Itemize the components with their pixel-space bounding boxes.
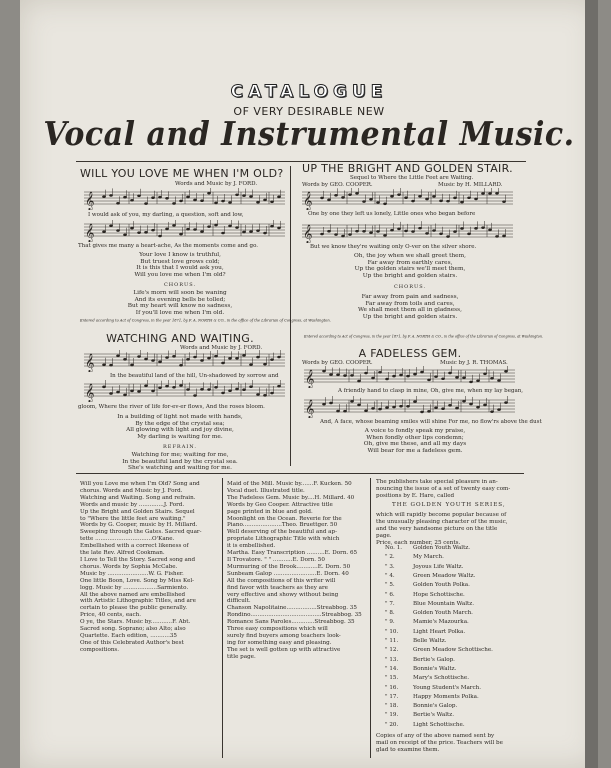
music-staff — [302, 396, 517, 418]
list-item-title: Light Heart Polka. — [413, 628, 466, 635]
catalogue-entry-line: Price, 40 cents, each. — [80, 612, 142, 619]
catalogue-entry-line: The Fadeless Gem. Music by....H. Millard. 40 — [227, 494, 355, 501]
catalogue-entry-line: Sunbeam Galop ........................E. Dorn. 40 — [227, 570, 349, 577]
catalogue-entry-line: Vocal duet. Illustrated title. — [227, 487, 305, 494]
list-item-number: " 20. — [385, 721, 399, 728]
chorus-line: Up the bright and golden stairs. — [362, 313, 458, 320]
chorus-line: But my heart will know no sadness, — [127, 303, 233, 310]
list-item-number: " 11. — [385, 638, 399, 644]
chorus-line: And its evening bells be tolled; — [134, 296, 226, 303]
svg-text:𝄞: 𝄞 — [85, 383, 95, 402]
catalogue-entry-line: surely find buyers among teachers look- — [227, 632, 341, 639]
svg-text:𝄞: 𝄞 — [85, 353, 95, 372]
catalogue-entry-line: Three easy compositions which will — [227, 626, 328, 633]
catalogue-entry-line: propriate Lithographic Title with which — [227, 536, 340, 543]
desc-line: page. — [376, 532, 392, 539]
verse-line: All glowing with light and joy divine, — [126, 427, 234, 434]
list-item-title: Green Meadow Schottische. — [413, 647, 493, 654]
lower-rule — [76, 473, 524, 474]
lower-column-divider — [222, 478, 223, 758]
catalogue-entry-line: the late Rev. Alfred Cookman. — [80, 550, 165, 557]
chorus-line: Life's morn will soon be waning — [133, 290, 227, 296]
golden-youth-intro — [376, 479, 526, 500]
chorus-line: Far away from pain and sadness, — [361, 294, 459, 300]
verse-line: When fondly other lips condemn; — [366, 434, 464, 441]
list-item-title: Golden Youth March. — [413, 610, 473, 617]
catalogue-entry-line: Il Trovatore. " " ...........E. Dorn. 50 — [227, 556, 325, 563]
list-item-title: Light Schottische. — [413, 721, 465, 728]
catalogue-entry-line: chorus. Words and Music by J. Ford. — [80, 487, 183, 494]
lyric-line: One by one they left us lonely, Little ones who began before — [308, 211, 476, 217]
list-item-number: " 14. — [385, 665, 399, 672]
verse-line: Oh, the joy when we shall greet them, — [354, 253, 466, 259]
verse-line: In a building of light not made with hands, — [117, 414, 243, 420]
catalogue-entry-line: Up the Bright and Golden Stairs. Sequel — [80, 508, 195, 515]
catalogue-entry-line: ing for something easy and pleasing. — [227, 639, 332, 646]
catalogue-entry-line: Murmuring of the Brook............E. Dorn. 50 — [227, 563, 351, 570]
verse-line: Oh, give me these, and all my days — [363, 441, 467, 448]
golden-youth-description — [376, 512, 526, 547]
verse-line: Up the golden stairs we'll meet them, — [354, 266, 466, 273]
chorus — [305, 294, 515, 320]
list-item-number: " 7. — [385, 600, 395, 607]
refrain-line: Watching for me; waiting for me, — [131, 452, 229, 458]
catalogue-column-1 — [80, 481, 220, 654]
song-credit-music: Music by J. R. THOMAS. — [440, 360, 508, 366]
list-item-title: Green Meadow Waltz. — [413, 572, 476, 579]
catalogue-entry-line: logg. Music by ...................Sarmiento. — [80, 584, 189, 591]
lyric-line: That gives me many a heart-ache, As the moments come and go. — [78, 243, 259, 249]
list-item-number: " 2. — [385, 554, 395, 561]
song-title: A FADELESS GEM. — [358, 347, 462, 360]
chorus-line: If you'll love me when I'm old. — [135, 309, 225, 316]
catalogue-entry-line: Piano......................Theo. Bruettger. 50 — [227, 522, 338, 529]
list-item-title: Mamie's Mazourka. — [413, 619, 469, 626]
catalogue-entry-line: Sacred song. Soprano; also Alto; also — [80, 626, 186, 633]
upper-column-divider — [290, 166, 291, 466]
catalogue-entry-line: Words by Geo Cooper. Attractive title — [227, 501, 333, 508]
list-item-number: No. 1. — [385, 545, 403, 551]
song-credit: Words and Music by J. FORD. — [180, 345, 263, 351]
lyric-line: In the beautiful land of the hill, Un-shadowed by sorrow and — [110, 373, 279, 379]
svg-text:𝄞: 𝄞 — [85, 223, 95, 242]
catalogue-entry-line: difficult. — [227, 598, 251, 605]
verse-line: A voice to fondly speak my praise, — [364, 428, 466, 434]
music-staff — [300, 188, 515, 210]
catalogue-entry-line: very effective and showy without being — [227, 591, 339, 598]
list-item-title: Bertie's Galop. — [413, 656, 455, 663]
catalogue-entry-line: One little Boon, Love. Song by Miss Kel- — [80, 577, 195, 584]
list-item-title: Hope Schottische. — [413, 591, 465, 598]
verse-line: But truest love grows cold; — [140, 258, 220, 265]
desc-line: and the very handsome picture on the title — [376, 525, 498, 532]
catalogue-entry-line: title page. — [227, 653, 256, 660]
list-item-title: Golden Youth Polka. — [413, 582, 470, 589]
music-staff — [82, 220, 287, 242]
catalogue-entry-line: Moonlight on the Ocean. Reverie for the — [227, 515, 342, 522]
verse — [80, 414, 280, 440]
verse-line: Will bear for me a fadeless gem. — [367, 447, 463, 454]
song-credit-words: Words by GEO. COOPER. — [302, 360, 373, 366]
catalogue-entry-line: tette ................................O'Kane. — [80, 536, 175, 543]
verse-line: By the edge of the crystal sea; — [135, 420, 225, 427]
list-item-number: " 9. — [385, 619, 395, 626]
list-item-title: Blue Mountain Waltz. — [413, 600, 475, 607]
catalogue-heading: CATALOGUE — [230, 82, 388, 102]
outro-line: glad to examine them. — [376, 746, 440, 753]
list-item-number: " 17. — [385, 693, 399, 700]
list-item-title: Bonnie's Waltz. — [413, 665, 457, 672]
song-subtitle: Sequel to Where the Little Feet are Waiting. — [350, 175, 474, 181]
chorus — [80, 290, 280, 316]
chorus-heading: CHORUS. — [163, 282, 197, 288]
desc-line: Price, each number, 25 cents. — [376, 539, 461, 546]
list-item-number: " 19. — [385, 712, 399, 719]
list-item-number: " 6. — [385, 591, 395, 598]
music-staff — [300, 221, 515, 243]
catalogue-entry-line: Quartette. Each edition, ...........35 — [80, 632, 177, 639]
catalogue-main-title: Vocal and Instrumental Music. — [43, 115, 575, 154]
list-item-title: My March. — [413, 554, 444, 561]
catalogue-entry-line: Words and music by ..............J. Ford. — [80, 501, 185, 508]
catalogue-entry-line: All the compositions of this writer will — [227, 577, 336, 584]
catalogue-entry-line: Martha. Easy Transcription ..........E. Dorn. 65 — [227, 550, 358, 557]
catalogue-entry-line: Romance Sans Paroles.............Streabbog. 35 — [227, 619, 355, 626]
desc-line: the unusually pleasing character of the music, — [376, 518, 508, 525]
catalogue-entry-line: The set is well gotten up with attractive — [227, 646, 341, 653]
refrain — [80, 452, 280, 472]
catalogue-entry-line: Embellished with a correct likeness of — [80, 543, 189, 550]
lower-column-divider — [370, 478, 371, 758]
song-title: UP THE BRIGHT AND GOLDEN STAIR. — [302, 162, 513, 175]
copyright-notice: Entered according to Act of Congress, in the year 1871, by F. A. NORTH & CO., in the office of the Librarian of Congress, at Washington. — [80, 318, 331, 323]
list-item-title: Joyous Life Waltz. — [413, 563, 464, 570]
song-title: WATCHING AND WAITING. — [106, 332, 254, 345]
list-item-title: Belle Waltz. — [413, 638, 447, 644]
list-item-number: " 8. — [385, 610, 395, 617]
intro-line: positions by E. Hare, called — [376, 492, 455, 499]
song-credit-words: Words by GEO. COOPER. — [302, 182, 373, 188]
golden-youth-outro — [376, 733, 526, 754]
catalogue-entry-line: chorus. Words by Sophia McCabe. — [80, 563, 178, 570]
catalogue-page — [20, 0, 598, 768]
verse-line: Far away from earthly cares, — [367, 259, 453, 266]
catalogue-entry-line: Rondino........................................Streabbog. 35 — [227, 612, 362, 619]
svg-text:𝄞: 𝄞 — [305, 399, 315, 418]
outro-line: Copies of any of the above named sent by — [376, 733, 495, 739]
golden-youth-series-title: THE GOLDEN YOUTH SERIES, — [392, 502, 506, 508]
intro-line: nouncing the issue of a set of twenty easy com- — [376, 485, 511, 492]
lyric-line: And, A face, whose beaming smiles will shine For me, no flow'rs above the dust — [320, 419, 542, 425]
verse — [310, 428, 520, 454]
list-item-number: " 13. — [385, 656, 399, 663]
music-staff — [302, 366, 517, 388]
catalogue-entry-line: Chanson Napolitaine.................Streabbog. 35 — [227, 605, 357, 612]
svg-text:𝄞: 𝄞 — [305, 369, 315, 388]
catalogue-entry-line: compositions. — [80, 646, 120, 653]
list-item-title: Golden Youth Waltz. — [413, 545, 471, 551]
catalogue-entry-line: O ye, the Stars. Music by............F. Abt. — [80, 619, 191, 626]
list-item-number: " 4. — [385, 572, 395, 579]
catalogue-entry-line: page printed in blue and gold. — [227, 508, 313, 515]
list-item-title: Bonnie's Galop. — [413, 703, 458, 710]
svg-text:𝄞: 𝄞 — [303, 224, 313, 243]
chorus-line: We shall meet them all in gladness, — [358, 307, 462, 314]
verse-line: Up the bright and golden stairs. — [362, 272, 458, 279]
song-title: WILL YOU LOVE ME WHEN I'M OLD? — [80, 167, 284, 180]
verse — [305, 253, 515, 279]
svg-text:𝄞: 𝄞 — [303, 191, 313, 210]
outro-line: mail on receipt of the price. Teachers will be — [376, 739, 503, 746]
verse — [80, 252, 280, 278]
music-staff — [82, 380, 287, 402]
catalogue-entry-line: certain to please the public generally. — [80, 605, 188, 612]
copyright-notice: Entered according to Act of Congress, in the year 1871, by F. A. NORTH & CO., in the office of the Librarian of Congress, at Washington. — [304, 334, 544, 339]
list-item-number: " 16. — [385, 684, 399, 691]
intro-line: The publishers take special pleasure in an- — [376, 479, 498, 485]
catalogue-column-2 — [227, 481, 367, 661]
list-item-number: " 15. — [385, 675, 399, 682]
catalogue-entry-line: Maid of the Mill. Music by.......F. Kucken. 50 — [227, 481, 352, 487]
catalogue-entry-line: Watching and Waiting. Song and refrain. — [80, 494, 196, 501]
song-credit-music: Music by H. MILLARD. — [438, 182, 503, 188]
catalogue-entry-line: to "Where the little feet are waiting." — [80, 515, 186, 522]
list-item-number: " 12. — [385, 647, 399, 654]
lyric-line: A friendly hand to clasp in mine, Oh, give me, when my lay began, — [338, 388, 524, 394]
list-item-title: Happy Moments Polka. — [413, 693, 479, 700]
desc-line: which will rapidly become popular because of — [376, 512, 507, 518]
catalogue-entry-line: All the above named are embellished — [80, 591, 186, 598]
verse-line: It is this that I would ask you, — [136, 265, 224, 272]
chorus-heading: CHORUS. — [393, 284, 427, 290]
catalogue-entry-line: Words by G. Cooper, music by H. Millard. — [80, 522, 198, 529]
list-item-title: Bertie's Waltz. — [413, 712, 454, 719]
catalogue-entry-line: I Love to Tell the Story. Sacred song and — [80, 556, 196, 563]
catalogue-entry-line: Sweeping through the Gates. Sacred quar- — [80, 529, 202, 536]
catalogue-subtitle: OF VERY DESIRABLE NEW — [233, 105, 385, 118]
list-item-number: " 3. — [385, 563, 395, 570]
verse-line: My darling is waiting for me. — [137, 433, 223, 440]
refrain-line: She's watching and waiting for me. — [128, 465, 232, 472]
song-credit: Words and Music by J. FORD. — [175, 181, 258, 187]
refrain-line: In the beautiful land by the crystal sea. — [122, 458, 238, 465]
list-item-number: " 10. — [385, 628, 399, 635]
music-staff — [82, 188, 287, 210]
catalogue-entry-line: it is embellished. — [227, 543, 276, 550]
list-item-number: " 18. — [385, 703, 399, 710]
catalogue-entry-line: with Artistic Lithographic Titles, and are — [80, 598, 196, 605]
lyric-line: I would ask of you, my darling, a question, soft and low, — [88, 212, 244, 218]
catalogue-entry-line: Well deserving of the beautiful and ap- — [227, 529, 337, 536]
catalogue-entry-line: One of this Celebrated Author's best — [80, 639, 184, 646]
lyric-line: gloom, Where the river of life for-ev-er flows, And the roses bloom. — [78, 404, 265, 410]
list-item-number: " 5. — [385, 582, 395, 589]
verse-line: Your love I know is truthful, — [139, 252, 221, 258]
chorus-line: Far away from toils and cares, — [365, 300, 455, 307]
catalogue-entry-line: Music by .......................W. G. Fisher. — [80, 570, 184, 577]
verse-line: Will you love me when I'm old? — [134, 271, 226, 278]
svg-text:𝄞: 𝄞 — [85, 191, 95, 210]
catalogue-entry-line: Will you Love me when I'm Old? Song and — [80, 481, 200, 487]
refrain-heading: REFRAIN. — [163, 444, 197, 450]
catalogue-entry-line: find favor with teachers as they are — [227, 584, 328, 591]
music-staff — [82, 350, 287, 372]
list-item-title: Mary's Schottische. — [413, 675, 469, 682]
list-item-title: Young Student's March. — [413, 684, 481, 691]
lyric-line: But we know they're waiting only O-ver on the silver shore. — [310, 244, 477, 250]
